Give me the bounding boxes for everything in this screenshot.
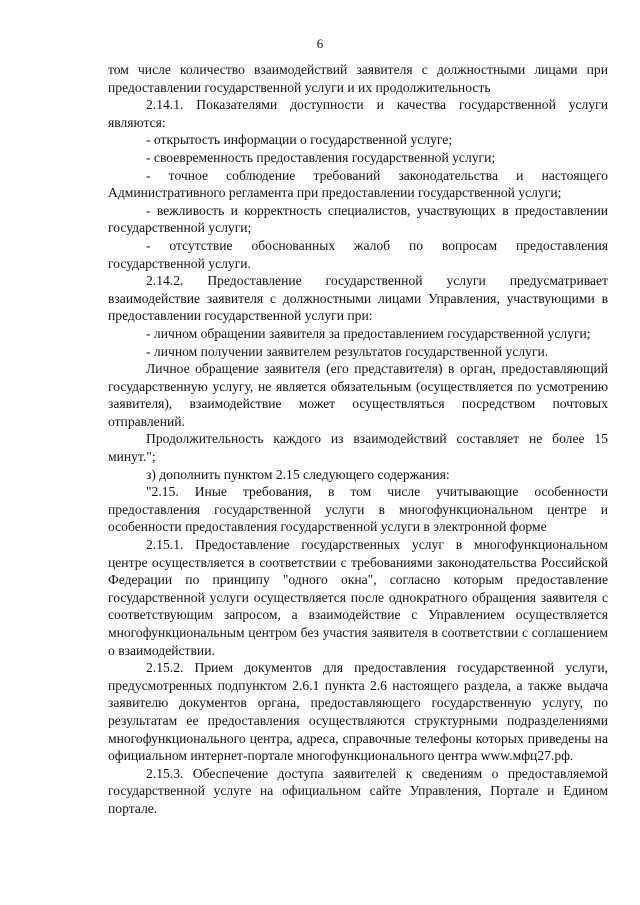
list-item: - точное соблюдение требований законодательства и настоящего Административного регламента при предоставлении государственной услуги; [108,167,608,201]
paragraph: 2.15.1. Предоставление государственных услуг в многофункциональном центре осуществляется в соответствии с требованиями законодательства Российской Федерации по принципу "одного окна", согласно которым предоставление государственной услуги осуществляется после однократного обращения заявителя с соответствующим запросом, а взаимодействие с Управлением осуществляется многофункциональным центром без участия заявителя в соответствии с соглашением о взаимодействии. [108,537,608,658]
section-heading: "2.15. Иные требования, в том числе учитывающие особенности предоставления государственной услуги в многофункциональном центре и особенности предоставления государственной услуги в электронной форме [108,484,608,535]
list-item: - своевременность предоставления государственной услуги; [146,149,496,165]
list-item: - отсутствие обоснованных жалоб по вопросам предоставления государственной услуги. [108,237,608,271]
list-item: - вежливость и корректность специалистов, участвующих в предоставлении государственной услуги; [108,202,608,236]
paragraph: 2.14.2. Предоставление государственной услуги предусматривает взаимодействие заявителя с должностными лицами Управления, участвующими в предоставлении государственной услуги при: [108,273,608,324]
list-item: - личном получении заявителем результатов государственной услуги. [146,343,549,359]
document-body [108,61,608,818]
paragraph: 2.14.1. Показателями доступности и качества государственной услуги являются: [108,97,608,130]
list-item: - личном обращении заявителя за предоставлением государственной услуги; [146,325,591,341]
paragraph: Личное обращение заявителя (его представителя) в орган, предоставляющий государственную услугу, не является обязательным (осуществляется по усмотрению заявителя), взаимодействие может осуществляться посредством почтовых отправлений. [108,361,608,429]
paragraph: з) дополнить пунктом 2.15 следующего содержания: [146,466,450,482]
paragraph: 2.15.2. Прием документов для предоставления государственной услуги, предусмотренных подпунктом 2.6.1 пункта 2.6 настоящего раздела, а также выдача заявителю документов органа, предоставляющего государственную услугу, по результатам ее предоставления осуществляются структурными подразделениями многофункционального центра, адреса, справочные телефоны которых приведены на официальном интернет-портале многофункционального центра www.мфц27.рф. [108,660,608,764]
paragraph: Продолжительность каждого из взаимодействий составляет не более 15 минут."; [108,431,608,465]
paragraph: том числе количество взаимодействий заявителя с должностными лицами при предоставлении государственной услуги и их продолжительность [108,62,608,95]
page-number: 6 [316,36,324,51]
paragraph: 2.15.3. Обеспечение доступа заявителей к сведениям о предоставляемой государственной услуге на официальном сайте Управления, Портале и Едином портале. [108,765,608,816]
list-item: - открытость информации о государственной услуге; [146,132,453,148]
